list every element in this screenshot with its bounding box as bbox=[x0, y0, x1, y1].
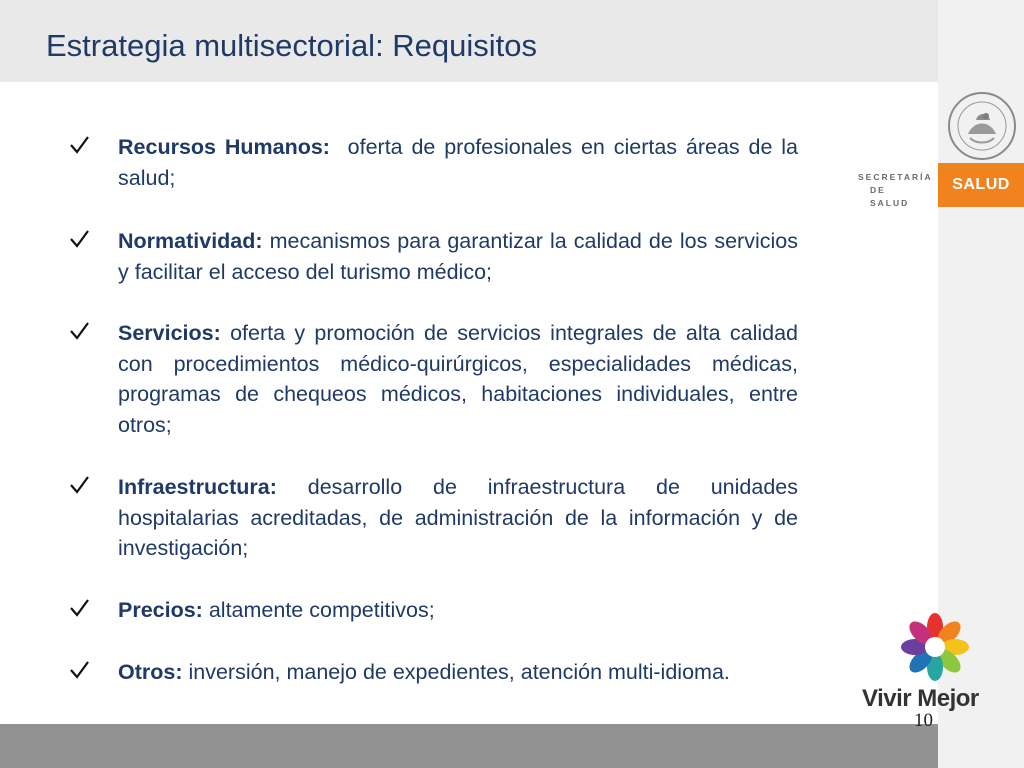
list-item bbox=[68, 132, 798, 193]
secretaria-line2: DE SALUD bbox=[870, 185, 910, 208]
list-item-text bbox=[118, 318, 798, 440]
list-item-label: Normatividad: bbox=[118, 229, 263, 253]
page-number: 10 bbox=[914, 710, 933, 731]
list-item bbox=[68, 226, 798, 287]
list-item-label: Precios: bbox=[118, 598, 203, 622]
list-item-text bbox=[118, 472, 798, 564]
list-item-body: oferta y promoción de servicios integrales de alta calidad con procedimientos médico-quirúrgicos, especialidades médicas, programas de chequeos médicos, habitaciones individuales, entre otros; bbox=[118, 321, 798, 437]
check-icon bbox=[68, 320, 90, 342]
list-item-label: Infraestructura: bbox=[118, 475, 277, 499]
title-bar bbox=[0, 0, 938, 82]
secretaria-line1: SECRETARÍA bbox=[858, 172, 933, 182]
list-item bbox=[68, 472, 798, 564]
check-icon bbox=[68, 597, 90, 619]
list-item-label: Otros: bbox=[118, 660, 183, 684]
secretaria-de-salud-text bbox=[858, 171, 933, 210]
list-item-body: oferta de profesionales en ciertas áreas de la salud; bbox=[118, 135, 798, 190]
check-icon bbox=[68, 228, 90, 250]
list-item-label: Recursos Humanos: bbox=[118, 135, 330, 159]
list-item-label: Servicios: bbox=[118, 321, 221, 345]
vivir-mejor-flower-icon bbox=[898, 610, 972, 684]
bottom-bar bbox=[0, 724, 938, 768]
vivir-mejor-logo-text: Vivir Mejor bbox=[862, 685, 979, 712]
list-item-body: altamente competitivos; bbox=[208, 598, 435, 622]
list-item-body: desarrollo de infraestructura de unidades hospitalarias acreditadas, de administración de la información y de investigación; bbox=[118, 475, 798, 560]
check-icon bbox=[68, 659, 90, 681]
page-title: Estrategia multisectorial: Requisitos bbox=[46, 28, 538, 63]
list-item-text bbox=[118, 657, 798, 688]
check-icon bbox=[68, 134, 90, 156]
list-item bbox=[68, 595, 798, 626]
list-item bbox=[68, 657, 798, 688]
mexican-seal-icon bbox=[946, 90, 1018, 162]
list-item bbox=[68, 318, 798, 440]
list-item-body: inversión, manejo de expedientes, atención multi-idioma. bbox=[188, 660, 730, 684]
salud-logo: SALUD bbox=[938, 163, 1024, 207]
list-item-text bbox=[118, 132, 798, 193]
list-item-text bbox=[118, 226, 798, 287]
check-icon bbox=[68, 474, 90, 496]
list-item-body: mecanismos para garantizar la calidad de los servicios y facilitar el acceso del turismo médico; bbox=[118, 229, 798, 284]
list-item-text bbox=[118, 595, 798, 626]
